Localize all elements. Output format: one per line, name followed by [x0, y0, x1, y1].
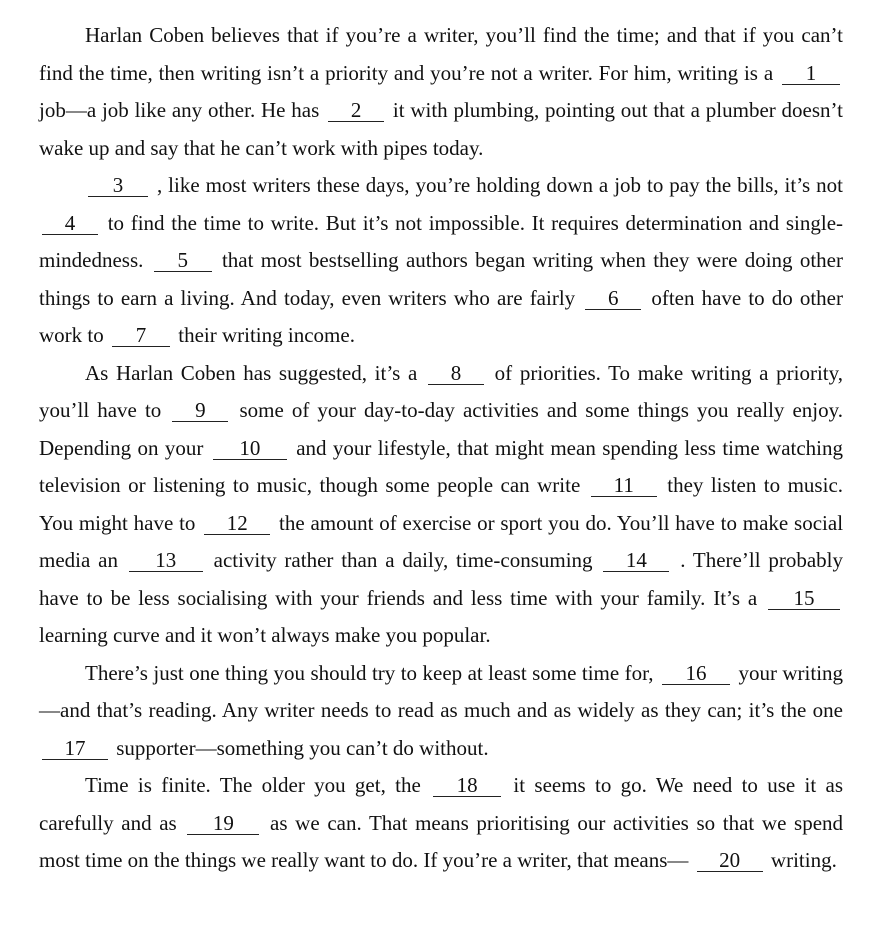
- passage-text: supporter—something you can’t do without.: [116, 735, 489, 760]
- passage-text: and your lifestyle, that might mean spending less time watching television or listening to music, though some people can write: [39, 435, 844, 497]
- passage-text: As Harlan Coben has suggested, it’s a: [85, 360, 418, 385]
- answer-blank[interactable]: 20: [697, 849, 763, 872]
- passage-text: job—a job like any other. He has: [39, 98, 320, 122]
- answer-blank[interactable]: 2: [328, 99, 384, 122]
- passage-text: that most bestselling authors began writing when they were doing other things to earn a living. And today, even writers who are fairly: [39, 248, 843, 310]
- answer-blank[interactable]: 13: [129, 549, 203, 572]
- passage-text: of priorities. To make writing a priority, you’ll have to: [39, 360, 844, 422]
- paragraph: [39, 767, 843, 880]
- paragraph: [39, 167, 843, 355]
- paragraph: [39, 655, 843, 768]
- passage-text: often have to do other work to: [39, 285, 843, 347]
- passage-text: it with plumbing, pointing out that a plumber doesn’t wake up and say that he can’t work with pipes today.: [39, 98, 844, 160]
- passage-text: writing.: [770, 848, 837, 872]
- passage-text: some of your day-to-day activities and some things you really enjoy. Depending on your: [39, 398, 844, 460]
- passage-text: to find the time to write. But it’s not impossible. It requires determination and single-mindedness.: [39, 210, 844, 272]
- answer-blank[interactable]: 17: [42, 737, 108, 760]
- answer-blank[interactable]: 8: [428, 362, 484, 385]
- answer-blank[interactable]: 11: [591, 474, 657, 497]
- answer-blank[interactable]: 10: [213, 437, 287, 460]
- answer-blank[interactable]: 4: [42, 212, 98, 235]
- answer-blank[interactable]: 9: [172, 399, 228, 422]
- answer-blank[interactable]: 18: [433, 774, 501, 797]
- passage-text: , like most writers these days, you’re holding down a job to pay the bills, it’s not: [156, 173, 843, 197]
- paragraph: [39, 17, 843, 167]
- answer-blank[interactable]: 15: [768, 587, 840, 610]
- answer-blank[interactable]: 1: [782, 62, 840, 85]
- passage-text: . There’ll probably have to be less socialising with your friends and less time with your family. It’s a: [39, 548, 844, 610]
- answer-blank[interactable]: 7: [112, 324, 170, 347]
- passage-text: it seems to go. We need to use it as carefully and as: [39, 773, 843, 835]
- answer-blank[interactable]: 16: [662, 662, 730, 685]
- passage-text: their writing income.: [178, 323, 355, 347]
- passage-text: learning curve and it won’t always make you popular.: [39, 623, 491, 647]
- passage-text: the amount of exercise or sport you do. You’ll have to make social media an: [39, 510, 844, 572]
- answer-blank[interactable]: 12: [204, 512, 270, 535]
- passage-text: as we can. That means prioritising our activities so that we spend most time on the things we really want to do. If you’re a writer, that means—: [39, 810, 844, 872]
- passage-text: they listen to music. You might have to: [39, 473, 844, 535]
- passage-text: activity rather than a daily, time-consuming: [213, 548, 593, 572]
- answer-blank[interactable]: 3: [88, 174, 148, 197]
- passage-text: Harlan Coben believes that if you’re a writer, you’ll find the time; and that if you can’t find the time, then writing isn’t a priority and you’re not a writer. For him, writing is a: [39, 23, 843, 85]
- answer-blank[interactable]: 5: [154, 249, 212, 272]
- cloze-passage: [39, 17, 843, 880]
- answer-blank[interactable]: 6: [585, 287, 641, 310]
- passage-text: your writing—and that’s reading. Any writer needs to read as much and as widely as they can; it’s the one: [39, 660, 844, 722]
- paragraph: [39, 355, 843, 655]
- passage-text: Time is finite. The older you get, the: [85, 773, 421, 797]
- passage-text: There’s just one thing you should try to keep at least some time for,: [85, 660, 654, 685]
- answer-blank[interactable]: 14: [603, 549, 669, 572]
- answer-blank[interactable]: 19: [187, 812, 259, 835]
